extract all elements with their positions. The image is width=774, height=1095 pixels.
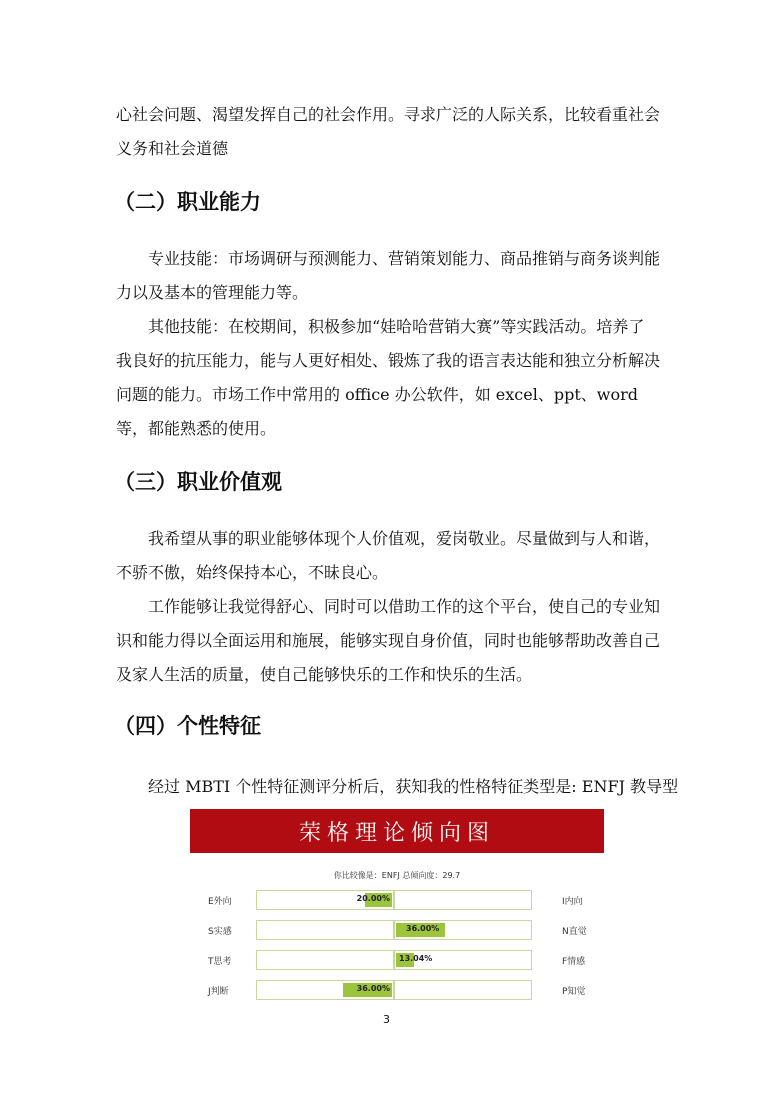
bar-value-label: 36.00% <box>356 984 390 993</box>
chart-row <box>190 950 604 970</box>
paragraph-values-2: 工作能够让我觉得舒心、同时可以借助工作的这个平台，使自己的专业知识和能力得以全面运用和施展，能够实现自身价值，同时也能够帮助改善自己及家人生活的质量，使自己能够快乐的工作和快乐的生活。 <box>116 597 661 684</box>
bar-track-right <box>394 950 532 970</box>
section-heading-ability: （二）职业能力 <box>114 190 261 214</box>
bar-track-right <box>394 980 532 1000</box>
page-number: 3 <box>383 1013 390 1026</box>
axis-label-right: F情感 <box>562 957 586 967</box>
axis-label-right: P知觉 <box>562 987 586 997</box>
bar-value-label: 13.04% <box>399 954 433 963</box>
axis-label-right: I内向 <box>562 897 583 907</box>
section-heading-values: （三）职业价值观 <box>114 470 282 494</box>
paragraph-other-skills: 其他技能：在校期间，积极参加“娃哈哈营销大赛”等实践活动。培养了我良好的抗压能力，能与人更好相处、锻炼了我的语言表达能和独立分析解决问题的能力。市场工作中常用的 office 办公软件，如 excel、ppt、word 等，都能熟悉的使用。 <box>116 317 661 438</box>
axis-label-right: N直觉 <box>562 927 587 937</box>
paragraph-mbti: 经过 MBTI 个性特征测评分析后，获知我的性格特征类型是: ENFJ 教导型 <box>148 777 679 796</box>
bar-track-left <box>256 920 394 940</box>
axis-label-left: E外向 <box>208 897 232 907</box>
bar-value-label: 20.00% <box>356 894 390 903</box>
chart-row <box>190 980 604 1000</box>
chart-row <box>190 920 604 940</box>
chart-row <box>190 890 604 910</box>
axis-label-left: J判断 <box>208 987 229 997</box>
section-heading-personality: （四）个性特征 <box>114 714 261 738</box>
bar-track-left <box>256 950 394 970</box>
axis-label-left: T思考 <box>208 957 232 967</box>
paragraph-professional-skills: 专业技能：市场调研与预测能力、营销策划能力、商品推销与商务谈判能力以及基本的管理能力等。 <box>116 249 661 302</box>
paragraph-continued: 心社会问题、渴望发挥自己的社会作用。寻求广泛的人际关系，比较看重社会义务和社会道德 <box>116 105 661 158</box>
axis-label-left: S实感 <box>208 927 232 937</box>
bar-track-left <box>256 980 394 1000</box>
bar-track-left <box>256 890 394 910</box>
paragraph-values-1: 我希望从事的职业能够体现个人价值观，爱岗敬业。尽量做到与人和谐，不骄不傲，始终保持本心，不昧良心。 <box>116 529 661 582</box>
bar-value-label: 36.00% <box>406 924 440 933</box>
chart-subtitle: 你比较像是：ENFJ 总倾向度：29.7 <box>333 871 461 880</box>
bar-track-right <box>394 920 532 940</box>
bar-track-right <box>394 890 532 910</box>
chart-title-banner: 荣格理论倾向图 <box>190 809 604 853</box>
jung-tendency-chart <box>190 809 604 1019</box>
